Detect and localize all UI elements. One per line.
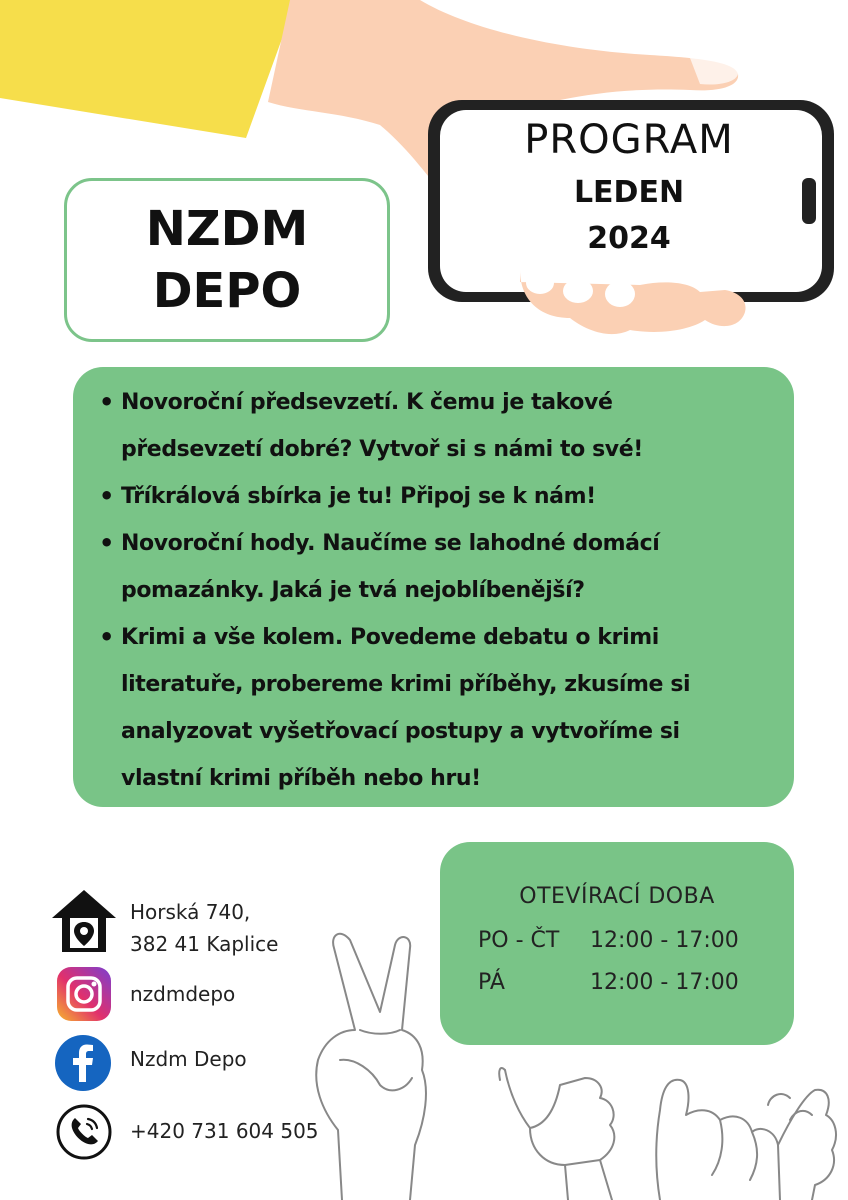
- instagram-icon[interactable]: [56, 966, 112, 1022]
- peace-hand-icon: [316, 934, 426, 1200]
- program-list: [103, 379, 754, 802]
- address-street: Horská 740,: [130, 900, 251, 924]
- hours-time: 12:00 - 17:00: [590, 970, 739, 995]
- house-location-icon: [50, 888, 118, 954]
- hours-time: 12:00 - 17:00: [590, 928, 739, 953]
- fingernail-2: [563, 279, 593, 303]
- thumbs-up-hand-icon: [499, 1068, 614, 1200]
- opening-hours-box: [440, 842, 794, 1045]
- program-month: LEDEN: [573, 175, 685, 210]
- title-line-1: NZDM: [145, 201, 309, 257]
- title-box: [64, 178, 390, 342]
- hours-row: [478, 970, 774, 1000]
- facebook-name[interactable]: Nzdm Depo: [130, 1047, 247, 1071]
- program-item: • Tříkrálová sbírka je tu! Připoj se k nám!: [103, 473, 754, 520]
- facebook-icon[interactable]: [54, 1034, 112, 1092]
- program-item: • Novoroční předsevzetí. K čemu je takové předsevzetí dobré? Vytvoř si s námi to své!: [103, 379, 754, 473]
- program-item: • Novoroční hody. Naučíme se lahodné domácí pomazánky. Jaká je tvá nejoblíbenější?: [103, 520, 754, 614]
- address-city: 382 41 Kaplice: [130, 932, 279, 956]
- program-item: • Krimi a vše kolem. Povedeme debatu o krimi literatuře, probereme krimi příběhy, zkusíme si analyzovat vyšetřovací postupy a vytvoříme si vlastní krimi příběh nebo hru!: [103, 614, 754, 802]
- program-box: [73, 367, 794, 807]
- phone-number[interactable]: +420 731 604 505: [130, 1119, 319, 1143]
- opening-hours-title: OTEVÍRACÍ DOBA: [519, 884, 715, 909]
- phone-icon[interactable]: [56, 1104, 112, 1160]
- program-heading: PROGRAM: [524, 117, 734, 163]
- hours-day: PÁ: [478, 970, 505, 995]
- title-line-2: DEPO: [152, 263, 302, 319]
- phone-screen-content: [440, 110, 818, 262]
- hours-row: [478, 928, 774, 958]
- yellow-sleeve: [0, 0, 296, 138]
- pinky-promise-hands-icon: [656, 1080, 836, 1200]
- fingernail-3: [605, 281, 635, 307]
- hours-day: PO - ČT: [478, 928, 560, 953]
- instagram-handle[interactable]: nzdmdepo: [130, 982, 236, 1006]
- fingernail-1: [526, 272, 554, 294]
- program-year: 2024: [587, 221, 671, 256]
- address: [130, 896, 278, 960]
